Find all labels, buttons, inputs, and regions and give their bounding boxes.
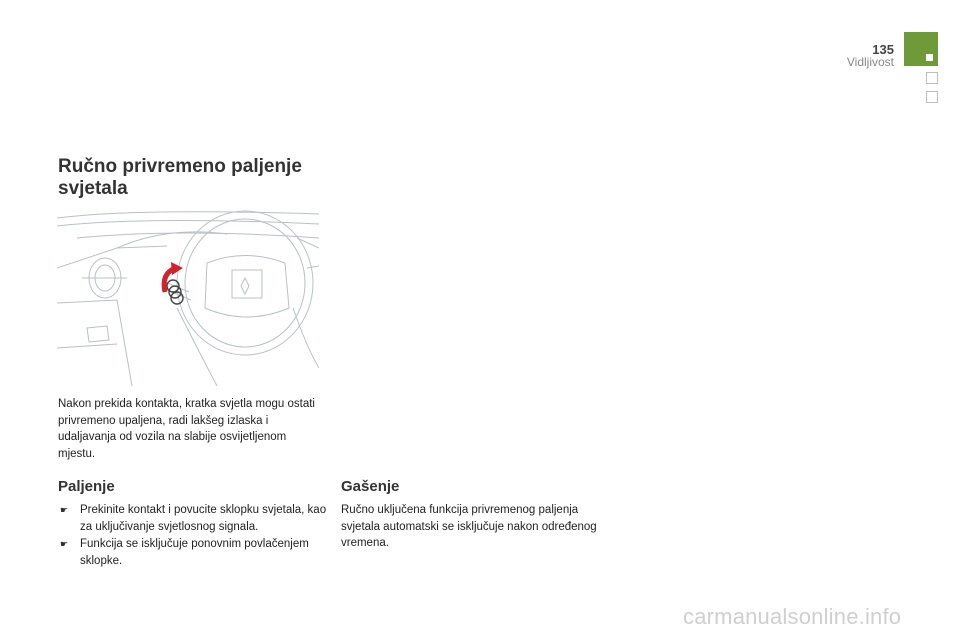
chapter-tab-empty[interactable] <box>926 91 938 103</box>
intro-paragraph: Nakon prekida kontakta, kratka svjetla mogu ostati privremeno upaljena, radi lakšeg izlaska i udaljavanja od vozila na slabije osvijetljenom mjestu. <box>58 398 315 460</box>
switch-off-paragraph: Ručno uključena funkcija privremenog paljenja svjetala automatski se isključuje nakon određenog vremena. <box>341 504 597 549</box>
switch-on-steps <box>58 502 328 570</box>
chapter-tab-empty[interactable] <box>926 72 938 84</box>
list-item: ☛ Funkcija se isključuje ponovnim povlačenjem sklopke. <box>60 538 309 567</box>
switch-on-heading: Paljenje <box>58 478 115 495</box>
watermark: carmanualsonline.info <box>683 604 902 629</box>
chapter-tab-active[interactable] <box>904 32 938 66</box>
switch-off-heading: Gašenje <box>341 478 400 495</box>
page-title: Ručno privremeno paljenje svjetala <box>58 156 302 199</box>
section-name: Vidljivost <box>846 55 894 69</box>
bullet-arrow-icon: ☛ <box>60 505 69 515</box>
list-item: ☛ Prekinite kontakt i povucite sklopku svjetala, kao za uključivanje svjetlosnog signala. <box>60 504 327 533</box>
page-number: 135 <box>872 42 894 57</box>
bullet-arrow-icon: ☛ <box>60 539 69 549</box>
tab-marker-icon <box>926 54 933 61</box>
steering-wheel-illustration <box>57 208 319 386</box>
